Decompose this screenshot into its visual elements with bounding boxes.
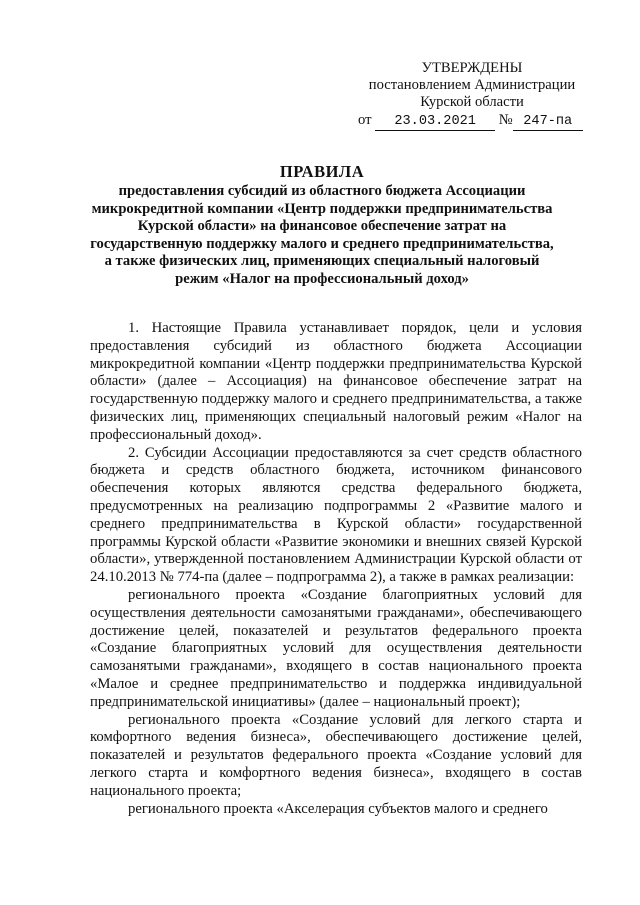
number-prefix: № xyxy=(498,111,513,128)
title-line: государственную поддержку малого и среднего предпринимательства, xyxy=(90,235,554,252)
paragraph-project-selfemployed: регионального проекта «Создание благоприятных условий для осуществления деятельности самозанятыми гражданами», обеспечивающего достижение целей, показателей и результатов федерального проекта «Создание благоприятных условий для осуществления деятельности самозанятыми гражданами», входящего в состав национального проекта «Малое и среднее предпринимательство и поддержка индивидуальной предпринимательской инициативы» (далее – национальный проект); xyxy=(90,586,582,710)
approval-date-line xyxy=(352,112,592,131)
approval-date: 23.03.2021 xyxy=(375,113,495,131)
document-body xyxy=(90,320,582,818)
paragraph-2: 2. Субсидии Ассоциации предоставляются за счет средств областного бюджета и средств областного бюджета, источником финансового обеспечения которых являются средства федерального бюджета, предусмотренных на реализацию подпрограммы 2 «Развитие малого и среднего предпринимательства в Курской области» государственной программы Курской области «Развитие экономики и внешних связей Курской области», утвержденной постановлением Администрации Курской области от 24.10.2013 № 774-па (далее – подпрограмма 2), а также в рамках реализации: xyxy=(90,444,582,586)
approval-line-1: постановлением Администрации xyxy=(368,77,576,94)
paragraph-project-easy-start: регионального проекта «Создание условий для легкого старта и комфортного ведения бизнеса», обеспечивающего достижение целей, показателей и результатов федерального проекта «Создание условий для легкого старта и комфортного ведения бизнеса», входящего в состав национального проекта; xyxy=(90,711,582,799)
approval-number: 247-па xyxy=(513,113,583,131)
approval-stamp xyxy=(352,60,592,131)
title-line: предоставления субсидий из областного бюджета Ассоциации xyxy=(118,183,526,199)
document-title xyxy=(80,162,564,289)
approval-line-2: Курской области xyxy=(420,94,524,111)
paragraph-1: 1. Настоящие Правила устанавливает порядок, цели и условия предоставления субсидий из областного бюджета Ассоциации микрокредитной компании «Центр поддержки предпринимательства Курской области» (далее – Ассоциация) на финансовое обеспечение затрат на государственную поддержку малого и среднего предпринимательства, а также физических лиц, применяющих специальный налоговый режим «Налог на профессиональный доход». xyxy=(90,320,582,443)
title-line: а также физических лиц, применяющих специальный налоговый xyxy=(104,253,540,270)
title-subtitle xyxy=(80,183,564,289)
title-line: микрокредитной компании «Центр поддержки предпринимательства xyxy=(91,200,553,217)
approval-heading: УТВЕРЖДЕНЫ xyxy=(421,60,523,76)
paragraph-project-acceleration: регионального проекта «Акселерация субъектов малого и среднего xyxy=(128,800,548,817)
title-main: ПРАВИЛА xyxy=(279,162,365,181)
date-prefix: от xyxy=(358,111,372,128)
title-line: режим «Налог на профессиональный доход» xyxy=(175,270,469,287)
title-line: Курской области» на финансовое обеспечение затрат на xyxy=(137,218,507,235)
